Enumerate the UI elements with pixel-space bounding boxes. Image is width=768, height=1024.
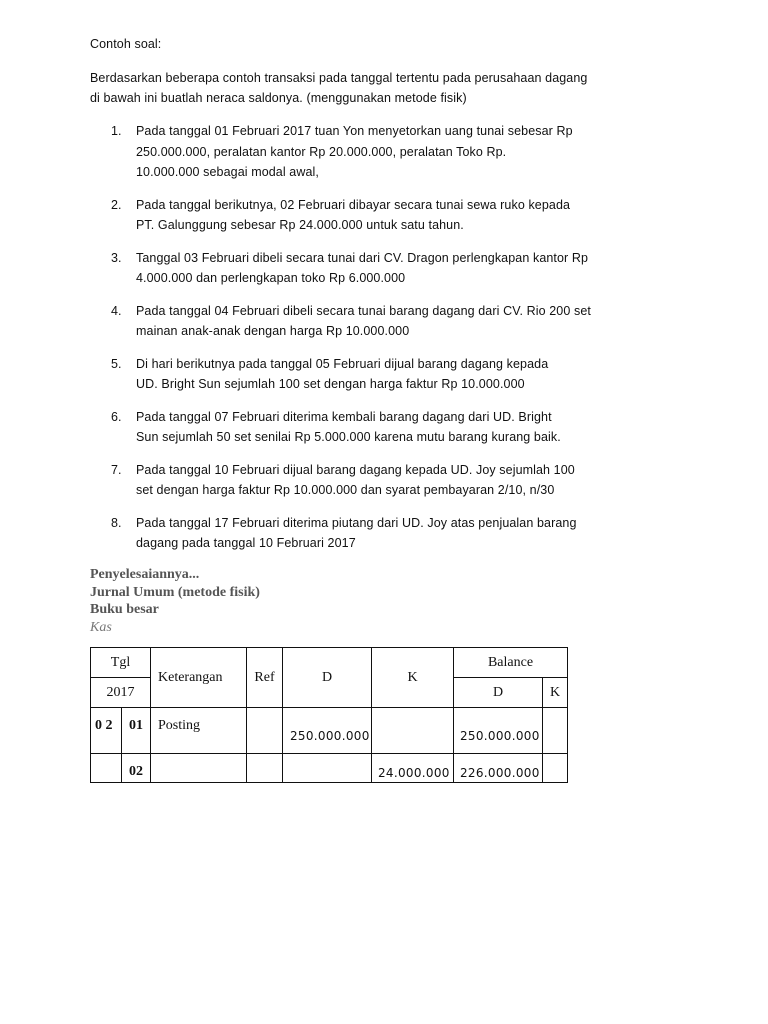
header-ref: Ref	[247, 648, 283, 708]
cell-debit	[283, 754, 372, 783]
cash-ledger-table	[90, 647, 568, 783]
item-line: Sun sejumlah 50 set senilai Rp 5.000.000 karena mutu barang kurang baik.	[136, 430, 561, 444]
cell-ref	[247, 708, 283, 754]
item-line: set dengan harga faktur Rp 10.000.000 dan syarat pembayaran 2/10, n/30	[136, 483, 555, 497]
item-line: Pada tanggal berikutnya, 02 Februari dibayar secara tunai sewa ruko kepada	[136, 197, 571, 212]
item-number: 3.	[111, 250, 122, 265]
header-balance-debit: D	[454, 678, 543, 708]
cell-month: 0 2	[91, 708, 122, 754]
header-tgl	[91, 648, 151, 678]
solution-title: Penyelesaiannya...	[90, 567, 200, 582]
item-number: 8.	[111, 515, 122, 530]
item-number: 2.	[111, 197, 122, 212]
solution-block	[90, 566, 260, 636]
example-heading: Contoh soal:	[90, 37, 162, 51]
header-balance-credit: K	[543, 678, 568, 708]
cell-day: 01	[122, 708, 151, 754]
header-keterangan: Keterangan	[151, 648, 247, 708]
header-tgl-label: Tgl	[110, 654, 131, 670]
item-line: 250.000.000, peralatan kantor Rp 20.000.000, peralatan Toko Rp.	[136, 144, 507, 159]
item-number: 1.	[111, 124, 122, 138]
cell-balance-debit: 250.000.000	[454, 708, 543, 754]
table-header-row	[91, 648, 568, 678]
table-row	[91, 708, 568, 754]
journal-title: Jurnal Umum (metode fisik)	[90, 584, 260, 600]
cell-balance-credit	[543, 708, 568, 754]
table-row	[91, 754, 568, 783]
list-item	[90, 354, 610, 395]
cell-day: 02	[122, 754, 151, 783]
item-line: dagang pada tanggal 10 Februari 2017	[136, 536, 356, 550]
item-line: Di hari berikutnya pada tanggal 05 Februari dijual barang dagang kepada	[136, 356, 549, 371]
intro-line: di bawah ini buatlah neraca saldonya. (menggunakan metode fisik)	[90, 91, 467, 105]
list-item	[90, 248, 610, 289]
list-item	[90, 513, 610, 554]
cell-balance-debit: 226.000.000	[454, 754, 543, 783]
list-item	[90, 301, 610, 342]
item-line: UD. Bright Sun sejumlah 100 set dengan harga faktur Rp 10.000.000	[136, 377, 525, 391]
item-line: Pada tanggal 10 Februari dijual barang dagang kepada UD. Joy sejumlah 100	[136, 462, 575, 477]
header-balance: Balance	[454, 648, 568, 678]
header-debit: D	[283, 648, 372, 708]
list-item	[90, 460, 610, 501]
item-line: mainan anak-anak dengan harga Rp 10.000.000	[136, 324, 410, 338]
account-name: Kas	[90, 619, 112, 635]
header-credit: K	[372, 648, 454, 708]
header-year: 2017	[91, 678, 151, 708]
item-number: 7.	[111, 462, 122, 477]
item-line: Tanggal 03 Februari dibeli secara tunai dari CV. Dragon perlengkapan kantor Rp	[136, 250, 589, 265]
list-item	[90, 121, 610, 183]
cell-keterangan: Posting	[151, 708, 247, 754]
item-number: 4.	[111, 303, 122, 318]
transaction-list	[90, 121, 610, 566]
item-number: 5.	[111, 356, 122, 371]
cell-credit	[372, 708, 454, 754]
intro-line: Berdasarkan beberapa contoh transaksi pada tanggal tertentu pada perusahaan dagang	[90, 71, 588, 85]
cell-ref	[247, 754, 283, 783]
item-line: Pada tanggal 07 Februari diterima kembali barang dagang dari UD. Bright	[136, 409, 552, 424]
item-number: 6.	[111, 409, 122, 424]
item-line: Pada tanggal 17 Februari diterima piutang dari UD. Joy atas penjualan barang	[136, 515, 577, 530]
list-item	[90, 195, 610, 236]
item-line: PT. Galunggung sebesar Rp 24.000.000 untuk satu tahun.	[136, 218, 464, 232]
item-line: Pada tanggal 01 Februari 2017 tuan Yon menyetorkan uang tunai sebesar Rp	[136, 124, 573, 138]
item-line: Pada tanggal 04 Februari dibeli secara tunai barang dagang dari CV. Rio 200 set	[136, 303, 591, 318]
cell-balance-credit	[543, 754, 568, 783]
item-line: 10.000.000 sebagai modal awal,	[136, 165, 319, 179]
cell-credit: 24.000.000	[372, 754, 454, 783]
list-item	[90, 407, 610, 448]
cell-keterangan	[151, 754, 247, 783]
cell-debit: 250.000.000	[283, 708, 372, 754]
item-line: 4.000.000 dan perlengkapan toko Rp 6.000.000	[136, 271, 406, 285]
ledger-title: Buku besar	[90, 602, 159, 617]
cell-month	[91, 754, 122, 783]
intro-paragraph	[90, 68, 610, 108]
